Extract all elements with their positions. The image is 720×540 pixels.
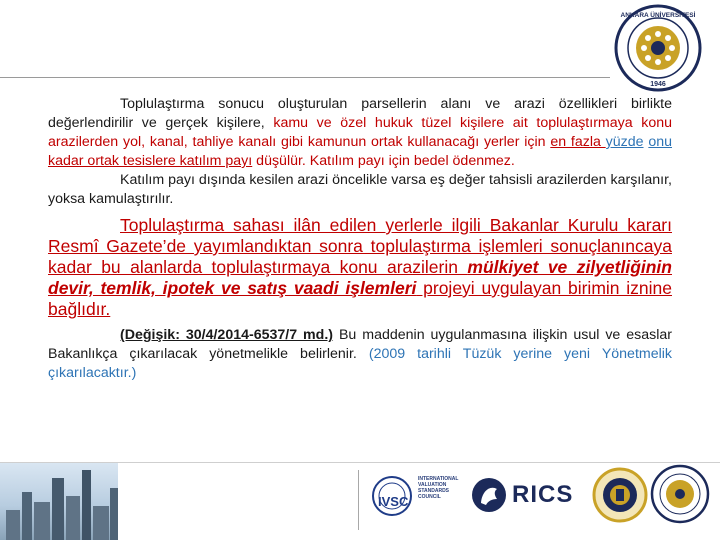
p4-text-a: (Değişik: 30/4/2014-6537/7 md.) [120,327,334,343]
rics-logo [470,475,580,517]
p1-text-f: onu [648,134,673,150]
p3-text-c: projeyi uygulayan birimin iznine bağlıdır. [48,278,672,319]
paragraph-3 [48,215,672,320]
p3-text-b: mülkiyet ve zilyetliğinin devir, temlik, ipotek ve satış vaadi işlemleri [48,257,672,298]
ivsc-text: INTERNATIONAL VALUATION STANDARDS COUNCIL [418,476,459,500]
p1-text-h: düşülür. Katılım payı için bedel ödenmez. [252,153,515,169]
header-divider [0,77,610,78]
p1-text-a: Toplulaştırma sonucu oluşturulan parsellerin alanı ve arazi özellikleri birlikte değerlendirilir ve gerçek kişilere, [48,96,672,131]
p1-text-b: kamu ve özel hukuk tüzel kişilere ait toplulaştırmaya konu arazilerden yol, kanal, tahliye kanalı gibi kamunun ortak kullanacağı yerler için [48,115,672,150]
ivsc-logo [370,474,459,518]
university-seal-icon [592,467,648,523]
p4-text-c: (2009 tarihli Tüzük yerine yeni Yönetmelik çıkarılacaktır.) [48,346,673,381]
ivsc-label: IVSC [378,494,409,509]
p1-text-d: yüzde [605,134,644,150]
logo-text-top: ANKARA ÜNİVERSİTESİ [620,12,696,19]
city-skyline-image [0,463,118,540]
ankara-university-seal-icon [614,4,702,92]
p1-text-c: en fazla [550,134,606,150]
logo-year: 1946 [650,81,666,88]
paragraph-4 [48,326,672,383]
ankara-university-seal-icon-footer [650,464,710,524]
paragraph-2: Katılım payı dışında kesilen arazi öncelikle varsa eş değer tahsisli arazilerden karşılanır, yoksa kamulaştırılır. [48,172,673,207]
p3-text-a: Toplulaştırma sahası ilân edilen yerlerle ilgili Bakanlar Kurulu kararı Resmî Gazete’de yayımlandıktan sonra toplulaştırma işlemleri sonuçlanıncaya kadar bu alanlarda toplulaştırmaya konu arazilerin [48,215,672,277]
p4-text-b: Bu maddenin uygulanmasına ilişkin usul ve esaslar Bakanlıkça çıkarılacak yönetmelikle belirlenir. [48,327,673,362]
footer-separator [358,470,359,530]
p1-text-g: kadar ortak tesislere katılım payı [48,153,253,169]
rics-label: RICS [512,481,574,508]
main-content [48,95,672,383]
lion-emblem-icon [470,475,508,515]
paragraph-1 [48,95,672,171]
